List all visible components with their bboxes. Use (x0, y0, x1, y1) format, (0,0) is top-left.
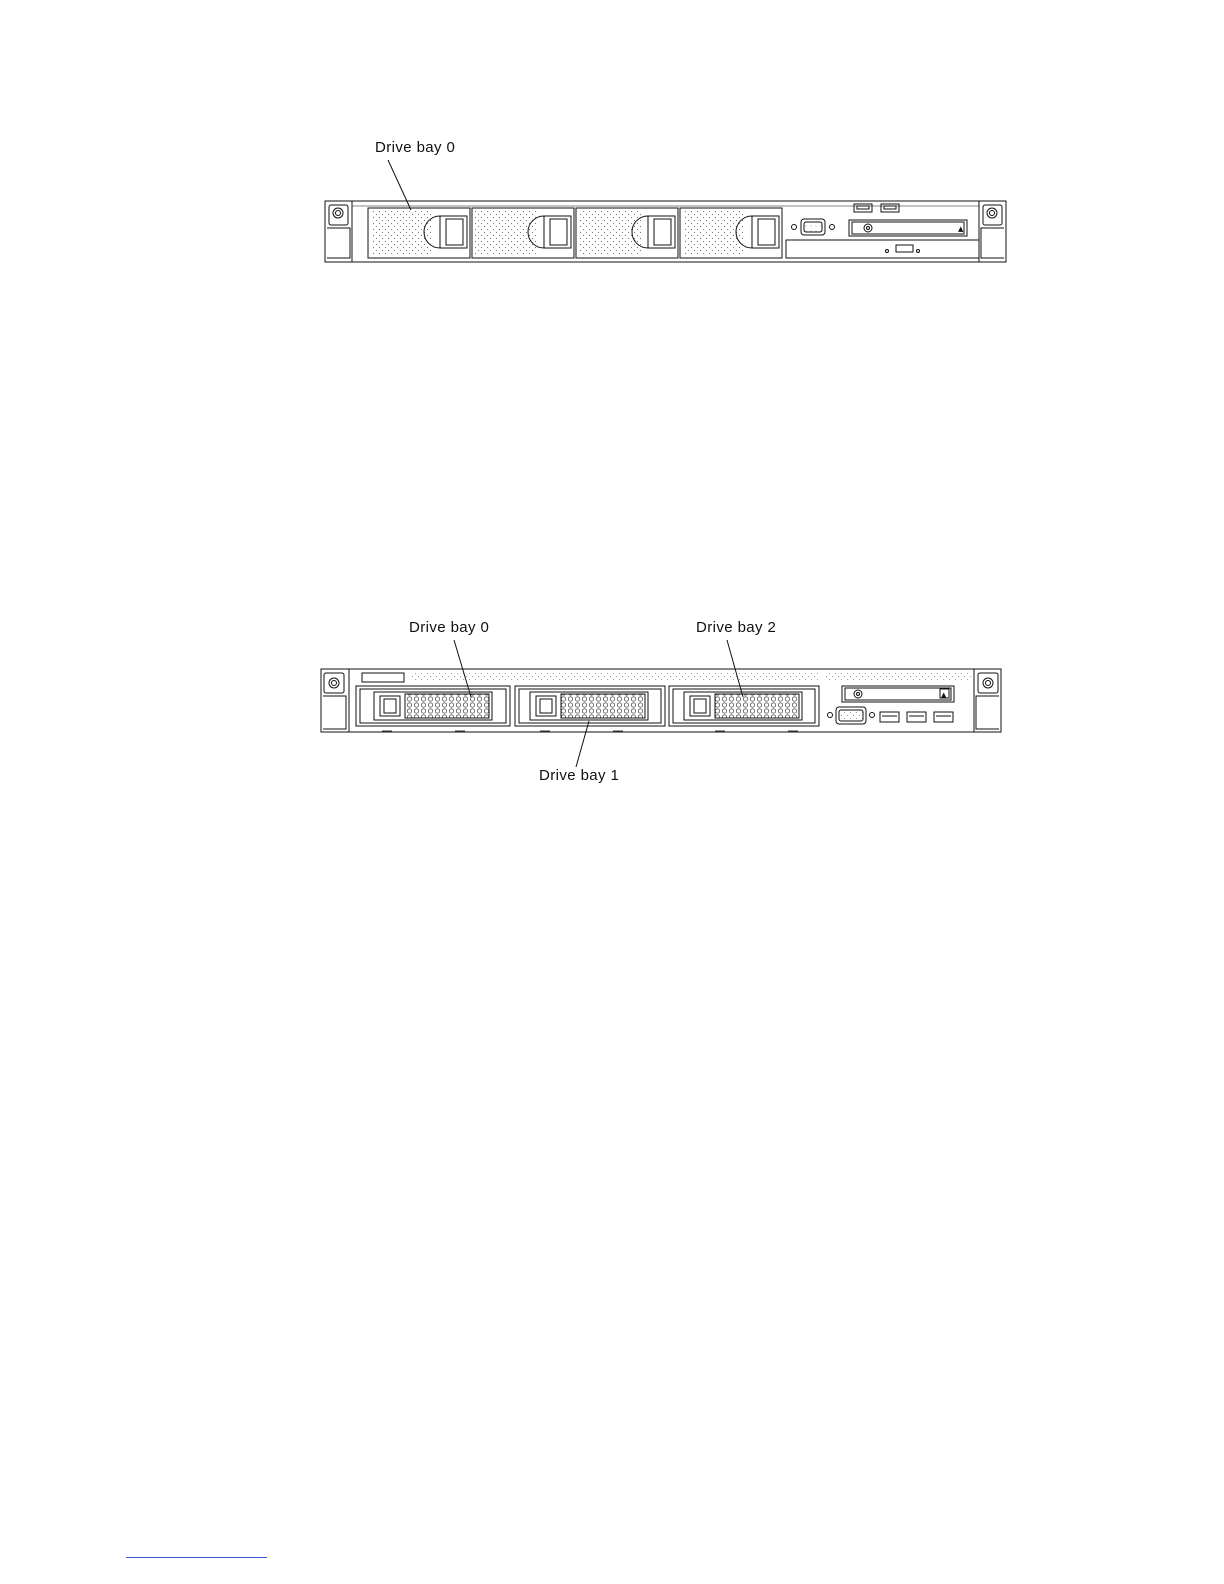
callout-drive-bay-0-fig1: Drive bay 0 (375, 139, 456, 156)
callout-drive-bay-1-fig2: Drive bay 1 (539, 767, 620, 784)
drive-bay-2-fig2 (669, 686, 819, 726)
callout-drive-bay-2-fig2: Drive bay 2 (696, 619, 777, 636)
svg-text:▲: ▲ (941, 691, 947, 699)
drive-bay-0-fig2 (356, 686, 510, 726)
footnote-divider (126, 1557, 267, 1558)
svg-text:▲: ▲ (958, 225, 964, 233)
drive-bay-1-fig2 (515, 686, 665, 726)
callout-drive-bay-0-fig2: Drive bay 0 (409, 619, 490, 636)
